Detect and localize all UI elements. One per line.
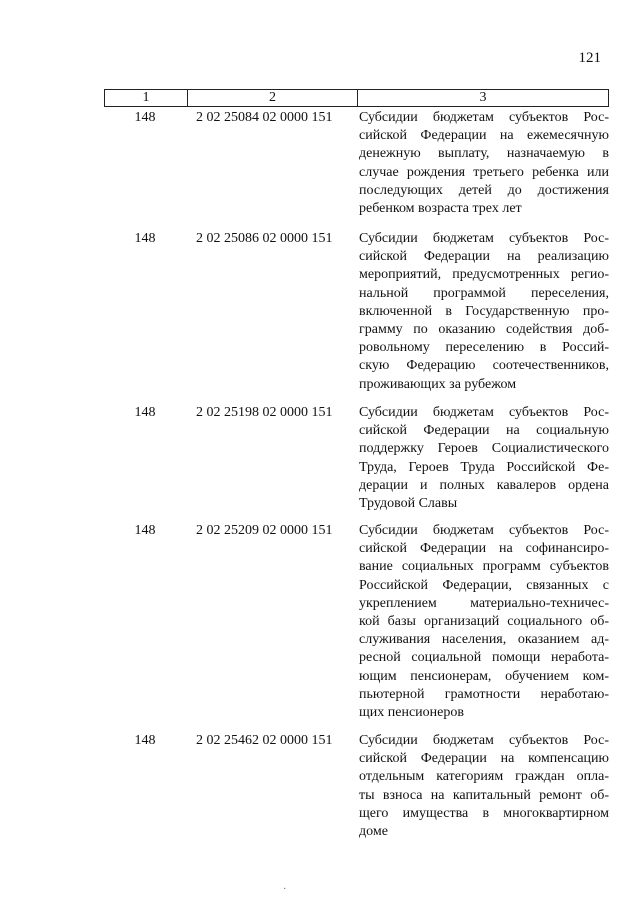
income-description <box>355 230 609 394</box>
description-line: Субсидии бюджетам субъектов Рос- <box>359 231 609 247</box>
description-line: отдельным категориям граждан опла- <box>359 769 609 785</box>
description-line: Субсидии бюджетам субъектов Рос- <box>359 110 609 125</box>
description-line: Труда, Героев Труда Российской Фе- <box>359 459 609 475</box>
description-line: включенной в Государственную про- <box>359 303 609 319</box>
description-line: вание социальных программ субъектов <box>359 559 609 575</box>
description-line: ты взноса на капитальный ремонт об- <box>359 787 609 803</box>
table-row <box>104 404 609 513</box>
description-line: Трудовой Славы <box>359 496 458 512</box>
description-line: дерации и полных кавалеров ордена <box>359 477 609 493</box>
administrator-code: 148 <box>134 523 156 539</box>
description-line: щих пенсионеров <box>359 705 464 721</box>
description-line: пьютерной грамотности неработаю- <box>359 686 609 702</box>
income-description <box>355 404 609 513</box>
table-row <box>104 522 609 722</box>
description-line: ребенком возраста трех лет <box>359 201 522 217</box>
description-line: сийской Федерации на ежемесячную <box>359 128 609 144</box>
table-row <box>104 230 609 394</box>
administrator-code: 148 <box>134 405 156 421</box>
description-line: грамму по оказанию содействия доб- <box>359 322 609 338</box>
description-line: сийской Федерации на компенсацию <box>359 751 609 767</box>
description-line: Субсидии бюджетам субъектов Рос- <box>359 733 609 749</box>
description-line: доме <box>359 824 388 840</box>
budget-classification-code: 2 02 25086 02 0000 151 <box>196 231 333 247</box>
income-description <box>355 522 609 722</box>
description-line: проживающих за рубежом <box>359 376 517 392</box>
description-line: сийской Федерации на софинансиро- <box>359 541 609 557</box>
description-line: укреплением материально-техничес- <box>359 595 609 611</box>
table-row <box>104 109 609 218</box>
column-header-3: 3 <box>357 90 608 106</box>
income-description <box>355 109 609 218</box>
budget-classification-code: 2 02 25198 02 0000 151 <box>196 405 333 421</box>
description-line: сийской Федерации на социальную <box>359 423 609 439</box>
table-row <box>104 732 609 841</box>
description-line: мероприятий, предусмотренных регио- <box>359 267 609 283</box>
description-line: скую Федерацию соотечественников, <box>359 358 609 374</box>
income-description <box>355 732 609 841</box>
administrator-code: 148 <box>134 110 156 125</box>
table-body <box>104 109 609 841</box>
table-header <box>104 89 609 107</box>
column-header-1: 1 <box>142 90 150 105</box>
description-line: ресной социальной помощи неработа- <box>359 650 609 666</box>
budget-classification-code: 2 02 25462 02 0000 151 <box>196 733 333 749</box>
description-line: Российской Федерации, связанных с <box>359 577 609 593</box>
description-line: ющим пенсионерам, обучением ком- <box>359 668 609 684</box>
description-line: Субсидии бюджетам субъектов Рос- <box>359 523 609 539</box>
description-line: сийской Федерации на реализацию <box>359 249 609 265</box>
page-number: 121 <box>578 50 601 66</box>
scan-artifact: · <box>283 884 287 895</box>
budget-classification-code: 2 02 25084 02 0000 151 <box>196 110 333 125</box>
description-line: денежную выплату, назначаемую в <box>359 146 609 162</box>
description-line: поддержку Героев Социалистического <box>359 441 609 457</box>
administrator-code: 148 <box>134 231 156 247</box>
description-line: ровольному переселению в Россий- <box>359 340 609 356</box>
budget-code-table <box>104 89 609 841</box>
description-line: щего имущества в многоквартирном <box>359 805 609 821</box>
description-line: нальной программой переселения, <box>359 285 609 301</box>
description-line: Субсидии бюджетам субъектов Рос- <box>359 405 609 421</box>
column-header-2: 2 <box>187 90 357 106</box>
budget-classification-code: 2 02 25209 02 0000 151 <box>196 523 333 539</box>
description-line: последующих детей до достижения <box>359 182 609 198</box>
description-line: случае рождения третьего ребенка или <box>359 164 609 180</box>
description-line: кой базы организаций социального об- <box>359 614 609 630</box>
administrator-code: 148 <box>134 733 156 749</box>
description-line: служивания населения, оказанием ад- <box>359 632 609 648</box>
